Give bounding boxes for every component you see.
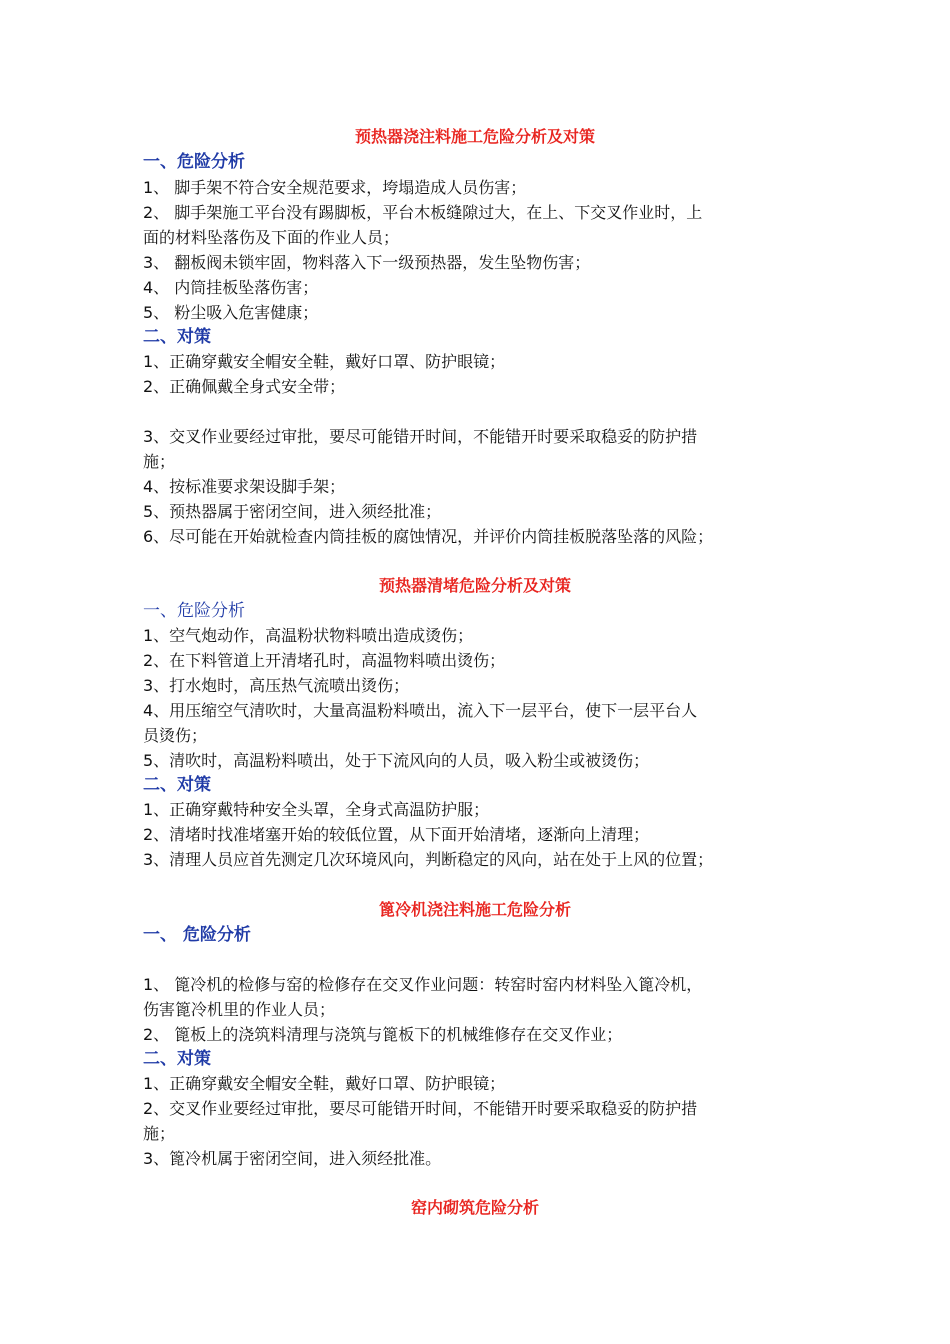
section-heading: 二、对策 <box>143 1049 211 1069</box>
body-line: 2、 脚手架施工平台没有踢脚板，平台木板缝隙过大，在上、下交叉作业时，上 <box>143 203 703 222</box>
body-line: 伤害篦冷机里的作业人员； <box>143 1000 336 1019</box>
body-line: 1、正确穿戴特种安全头罩，全身式高温防护服； <box>143 800 490 819</box>
body-line: 3、打水炮时，高压热气流喷出烫伤； <box>143 676 410 695</box>
body-line: 4、用压缩空气清吹时，大量高温粉料喷出，流入下一层平台，使下一层平台人 <box>143 701 698 720</box>
body-line: 3、篦冷机属于密闭空间，进入须经批准。 <box>143 1149 442 1168</box>
body-line: 5、清吹时，高温粉料喷出，处于下流风向的人员，吸入粉尘或被烫伤； <box>143 751 650 770</box>
section-title: 预热器清堵危险分析及对策 <box>378 576 571 595</box>
section-title: 篦冷机浇注料施工危险分析 <box>378 900 571 919</box>
body-line: 1、 篦冷机的检修与窑的检修存在交叉作业问题：转窑时窑内材料坠入篦冷机， <box>143 975 703 994</box>
body-line: 3、交叉作业要经过审批，要尽可能错开时间，不能错开时要采取稳妥的防护措 <box>143 427 698 446</box>
body-line: 5、预热器属于密闭空间，进入须经批准； <box>143 502 442 521</box>
body-line: 2、在下料管道上开清堵孔时，高温物料喷出烫伤； <box>143 651 506 670</box>
body-line: 4、按标准要求架设脚手架； <box>143 477 346 496</box>
body-line: 2、清堵时找准堵塞开始的较低位置，从下面开始清堵，逐渐向上清理； <box>143 825 650 844</box>
section-heading: 二、对策 <box>143 327 211 347</box>
body-line: 1、 脚手架不符合安全规范要求，垮塌造成人员伤害； <box>143 178 527 197</box>
body-line: 1、正确穿戴安全帽安全鞋，戴好口罩、防护眼镜； <box>143 1074 506 1093</box>
section-title: 预热器浇注料施工危险分析及对策 <box>354 127 595 146</box>
body-line: 3、 翻板阀未锁牢固，物料落入下一级预热器，发生坠物伤害； <box>143 253 591 272</box>
body-line: 1、正确穿戴安全帽安全鞋，戴好口罩、防护眼镜； <box>143 352 506 371</box>
section-heading: 一、 危险分析 <box>143 925 251 945</box>
section-heading: 一、危险分析 <box>143 152 245 172</box>
body-line: 面的材料坠落伤及下面的作业人员； <box>143 228 400 247</box>
body-line: 6、尽可能在开始就检查内筒挂板的腐蚀情况，并评价内筒挂板脱落坠落的风险； <box>143 527 714 546</box>
body-line: 2、正确佩戴全身式安全带； <box>143 377 346 396</box>
section-title: 窑内砌筑危险分析 <box>410 1198 539 1217</box>
body-line: 施； <box>143 452 176 471</box>
body-line: 施； <box>143 1124 176 1143</box>
body-line: 3、清理人员应首先测定几次环境风向，判断稳定的风向，站在处于上风的位置； <box>143 850 714 869</box>
body-line: 2、 篦板上的浇筑料清理与浇筑与篦板下的机械维修存在交叉作业； <box>143 1025 623 1044</box>
body-line: 员烫伤； <box>143 726 208 745</box>
body-line: 1、空气炮动作，高温粉状物料喷出造成烫伤； <box>143 626 474 645</box>
body-line: 4、 内筒挂板坠落伤害； <box>143 278 319 297</box>
body-line: 5、 粉尘吸入危害健康； <box>143 303 319 322</box>
section-heading: 二、对策 <box>143 775 211 795</box>
section-heading: 一、危险分析 <box>143 601 245 621</box>
body-line: 2、交叉作业要经过审批，要尽可能错开时间，不能错开时要采取稳妥的防护措 <box>143 1099 698 1118</box>
